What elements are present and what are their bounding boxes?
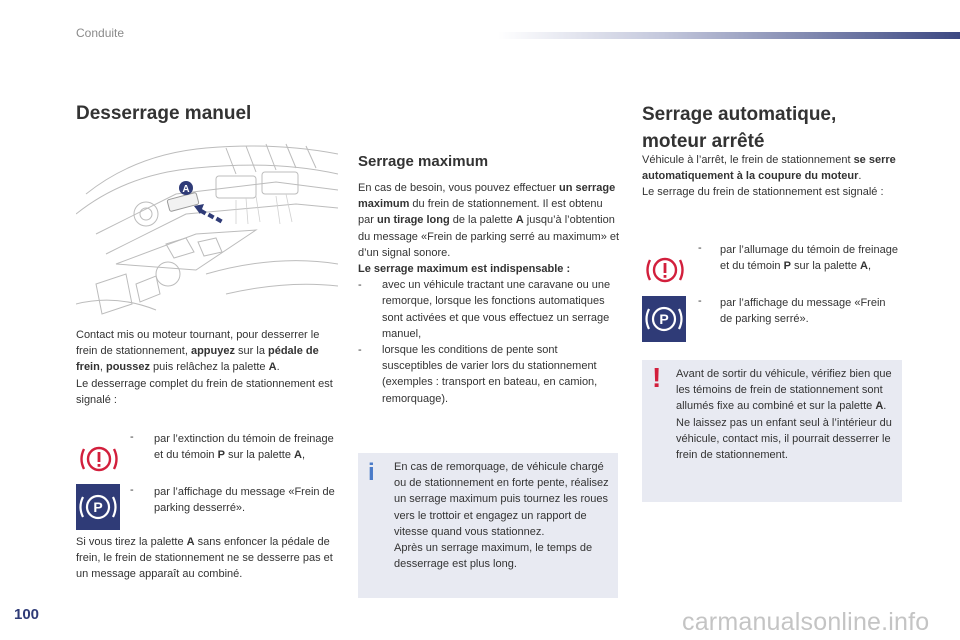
console-illustration-drawing	[76, 134, 338, 320]
serrage-max-body: En cas de besoin, vous pouvez effectuer un serrage maximum du frein de stationnement. Il est obtenu par un tirage long de la palette A jusqu’à l’obtention du message «Frein de parking serré au maximum» et d’un signal sonore. Le serrage maximum est indispensable : - avec un véhicule tractant une caravane ou une remorque, lorsque les fonctions automatiques sont activées et que vous effectuez un serrage manuel, - lorsque les conditions de pente sont susceptibles de varier lors du stationnement (exemples : transport en bateau, en camion, remorquage).	[358, 180, 620, 407]
info-icon: i	[368, 459, 375, 486]
desserrage-title: Desserrage manuel	[76, 103, 252, 124]
marker-a-label: A	[182, 184, 190, 195]
brake-warning-icon	[76, 441, 122, 482]
serrage-max-bullet-2: - lorsque les conditions de pente sont susceptibles de varier lors du stationnement (exemples : transport en bateau, en camion, remorquage).	[358, 344, 598, 405]
warning-box-text: Avant de sortir du véhicule, vérifiez bien que les témoins de frein de stationnement sont allumés fixe au combiné et sur la palette A. Ne laissez pas un enfant seul à l’intérieur du véhicule, contact mis, il pourrait desserrer le frein de stationnement.	[676, 368, 892, 462]
console-illustration	[76, 134, 338, 320]
header-bar	[498, 32, 960, 39]
watermark: carmanualsonline.info	[682, 608, 930, 636]
warning-exclamation-icon: !	[652, 362, 662, 393]
desserrage-outro: Si vous tirez la palette A sans enfoncer la pédale de frein, le frein de stationnement ne se desserre pas et un message apparaît au combiné.	[76, 536, 333, 581]
info-box-text: En cas de remorquage, de véhicule chargé ou de stationnement en forte pente, réalisez un serrage maximum puis tournez les roues vers le trottoir et engagez un rapport de vitesse quand vous stationnez. Après un serrage maximum, le temps de desserrage est plus long.	[394, 461, 609, 571]
desserrage-intro: Contact mis ou moteur tournant, pour desserrer le frein de stationnement, appuyez sur la pédale de frein, poussez puis relâchez la palette A. Le desserrage complet du frein de stationnement est signalé :	[76, 329, 333, 406]
svg-text:P: P	[93, 499, 103, 515]
brake-warning-icon	[642, 252, 688, 293]
svg-text:P: P	[659, 311, 669, 327]
info-box	[358, 453, 618, 598]
parking-brake-p-icon	[642, 296, 686, 347]
serrage-max-bullet-1: - avec un véhicule tractant une caravane ou une remorque, lorsque les fonctions automatiques sont activées et que vous effectuez un serrage manuel,	[358, 279, 611, 340]
serrage-auto-title: Serrage automatique, moteur arrêté	[642, 104, 837, 152]
warning-box	[642, 360, 902, 502]
page-number: 100	[14, 606, 40, 623]
serrage-auto-intro: Véhicule à l’arrêt, le frein de stationnement se serre automatiquement à la coupure du moteur. Le serrage du frein de stationnement est signalé :	[642, 154, 896, 199]
serrage-max-title: Serrage maximum	[358, 153, 489, 170]
parking-brake-p-icon	[76, 484, 120, 535]
section-title: Conduite	[76, 26, 125, 40]
